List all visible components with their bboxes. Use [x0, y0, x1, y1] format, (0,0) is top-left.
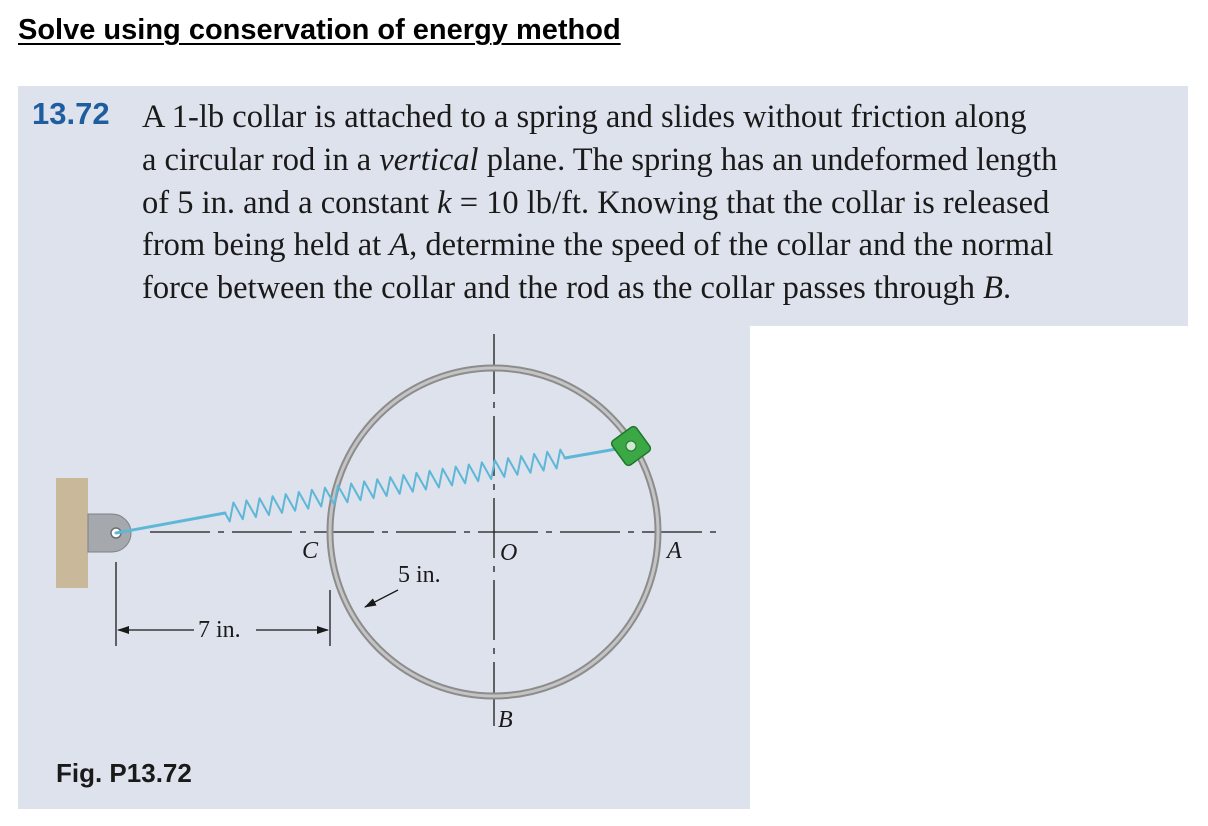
center-lines [150, 334, 716, 708]
label-o: O [500, 540, 518, 566]
symbol-b: B [983, 270, 1003, 307]
statement-line-2: a circular rod in a vertical plane. The spring has an undeformed length [142, 141, 1058, 178]
symbol-k: k [437, 184, 452, 221]
symbol-a: A [389, 227, 410, 264]
label-c: C [302, 538, 319, 564]
statement-line-1: A 1-lb collar is attached to a spring and slides without friction along [142, 99, 1027, 135]
problem-number: 13.72 [32, 96, 110, 131]
pivot-bracket [88, 514, 131, 552]
statement-line-4: from being held at A, determine the speed of the collar and the normal [142, 227, 1054, 264]
emphasis-vertical: vertical [379, 141, 479, 178]
statement-line-3: of 5 in. and a constant k = 10 lb/ft. Knowing that the collar is released [142, 184, 1050, 221]
label-a: A [667, 538, 682, 564]
figure-caption: Fig. P13.72 [56, 758, 192, 788]
label-b: B [498, 707, 513, 733]
collar [610, 425, 652, 467]
page-heading: Solve using conservation of energy method [18, 14, 621, 46]
wall-support [56, 478, 88, 588]
statement-line-5: force between the collar and the rod as the collar passes through B. [142, 270, 1012, 307]
radius-arrow [365, 590, 398, 607]
spring [116, 448, 622, 533]
label-7-in: 7 in. [198, 617, 241, 643]
label-5-in: 5 in. [398, 562, 441, 588]
